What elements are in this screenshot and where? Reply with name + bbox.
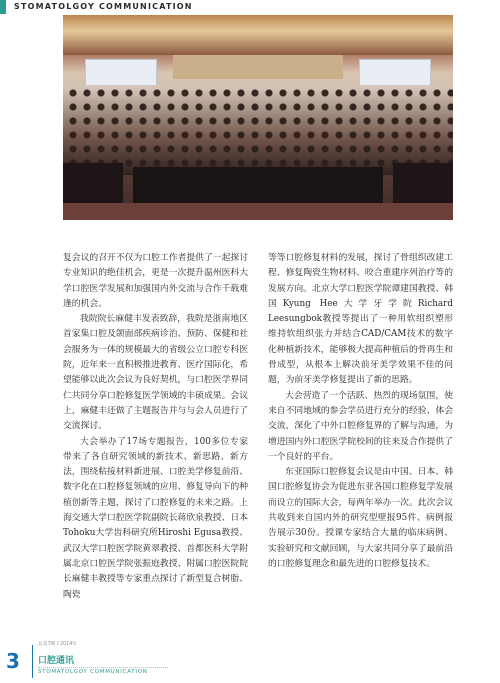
- header-title: STOMATOLGOY COMMUNICATION: [14, 2, 193, 11]
- page-number: 3: [6, 649, 20, 673]
- article-body: [63, 251, 453, 651]
- footer-journal-title: 口腔通讯: [38, 656, 75, 666]
- photo-ceiling: [63, 15, 453, 55]
- footer-issue-info: 总第7期 / 2014年: [38, 642, 78, 647]
- photo-carpet: [63, 203, 453, 220]
- photo-table-center: [133, 167, 383, 203]
- footer-journal-title-en: STOMATOLGOY COMMUNICATION: [38, 669, 148, 675]
- paragraph: 复会议的召开不仅为口腔工作者提供了一起探讨专业知识的绝佳机会，更是一次提升温州医科大学口腔医学发展和加强国内外交流与合作千载难逢的机会。: [63, 253, 248, 309]
- photo-banner: [173, 55, 343, 79]
- paragraph: 等等口腔修复材料的发展，探讨了骨组织改建工程、修复陶瓷生物材料、咬合重建序列治疗等的发展方向。北京大学口腔医学院谭建国教授、韩国Kyung Hee大学牙学院Richard Leesungbok教授等提出了一种用软组织塑形维持软组织张力并结合CAD/CAM技术的数字化种植新技术，能够极大提高种植后的骨再生和骨成型，从根本上解决前牙美学效果不佳的问题，为前牙美学修复提出了新的思路。: [268, 253, 453, 386]
- article-column-left: [63, 251, 248, 603]
- conference-group-photo: [63, 15, 453, 220]
- paragraph: 大会营造了一个活跃、热烈的现场氛围，使来自不同地域的参会学员进行充分的经验、体会交流，深化了中外口腔修复界的了解与沟通，为增进国内外口腔医学院校间的往来及合作提供了一个良好的平台。: [268, 390, 453, 462]
- photo-table-right: [393, 163, 453, 203]
- paragraph: 我院院长麻健丰发表致辞，我院是浙南地区首家集口腔及颌面部疾病诊治、预防、保健和社会服务为一体的规模最大的省级公立口腔专科医院，近年来一直积极推进教育、医疗国际化，希望能够以此次会议为良好契机，与口腔医学界同仁共同分享口腔修复医学领域的丰硕成果。会议上，麻健丰还做了主题报告并与与会人员进行了交流探讨。: [63, 314, 248, 432]
- article-column-right: [268, 251, 453, 572]
- header-accent-bar: [0, 0, 6, 14]
- paragraph: 东亚国际口腔修复会议是由中国、日本、韩国口腔修复协会为促进东亚各国口腔修复学发展而设立的国际大会，每两年举办一次。此次会议共收到来自国内外的研究型壁报95件、病例报告展示30份。授课专家结合大量的临床病例、实验研究和文献回顾，与大家共同分享了最前沿的口腔修复理念和最先进的口腔修复技术。: [268, 467, 453, 569]
- footer-divider: [32, 645, 33, 678]
- paragraph: 大会举办了17场专题报告，100多位专家带来了各自研究领域的新技术、新思路、新方法，围绕粘接材料新进展、口腔美学修复前沿、数字化在口腔修复领域的应用、修复导向下的种植创新等主题，探讨了口腔修复的未来之路。上海交通大学口腔医学院副院长蒋欣泉教授、日本Tohoku大学齿科研究所Hiroshi Egusa教授、武汉大学口腔医学院黄翠教授、首都医科大学附属北京口腔医学院张振庭教授、附属口腔医院院长麻健丰教授等专家重点探讨了新型复合树脂、陶瓷: [63, 436, 248, 600]
- photo-crowd: [63, 85, 453, 175]
- photo-table-left: [63, 163, 123, 203]
